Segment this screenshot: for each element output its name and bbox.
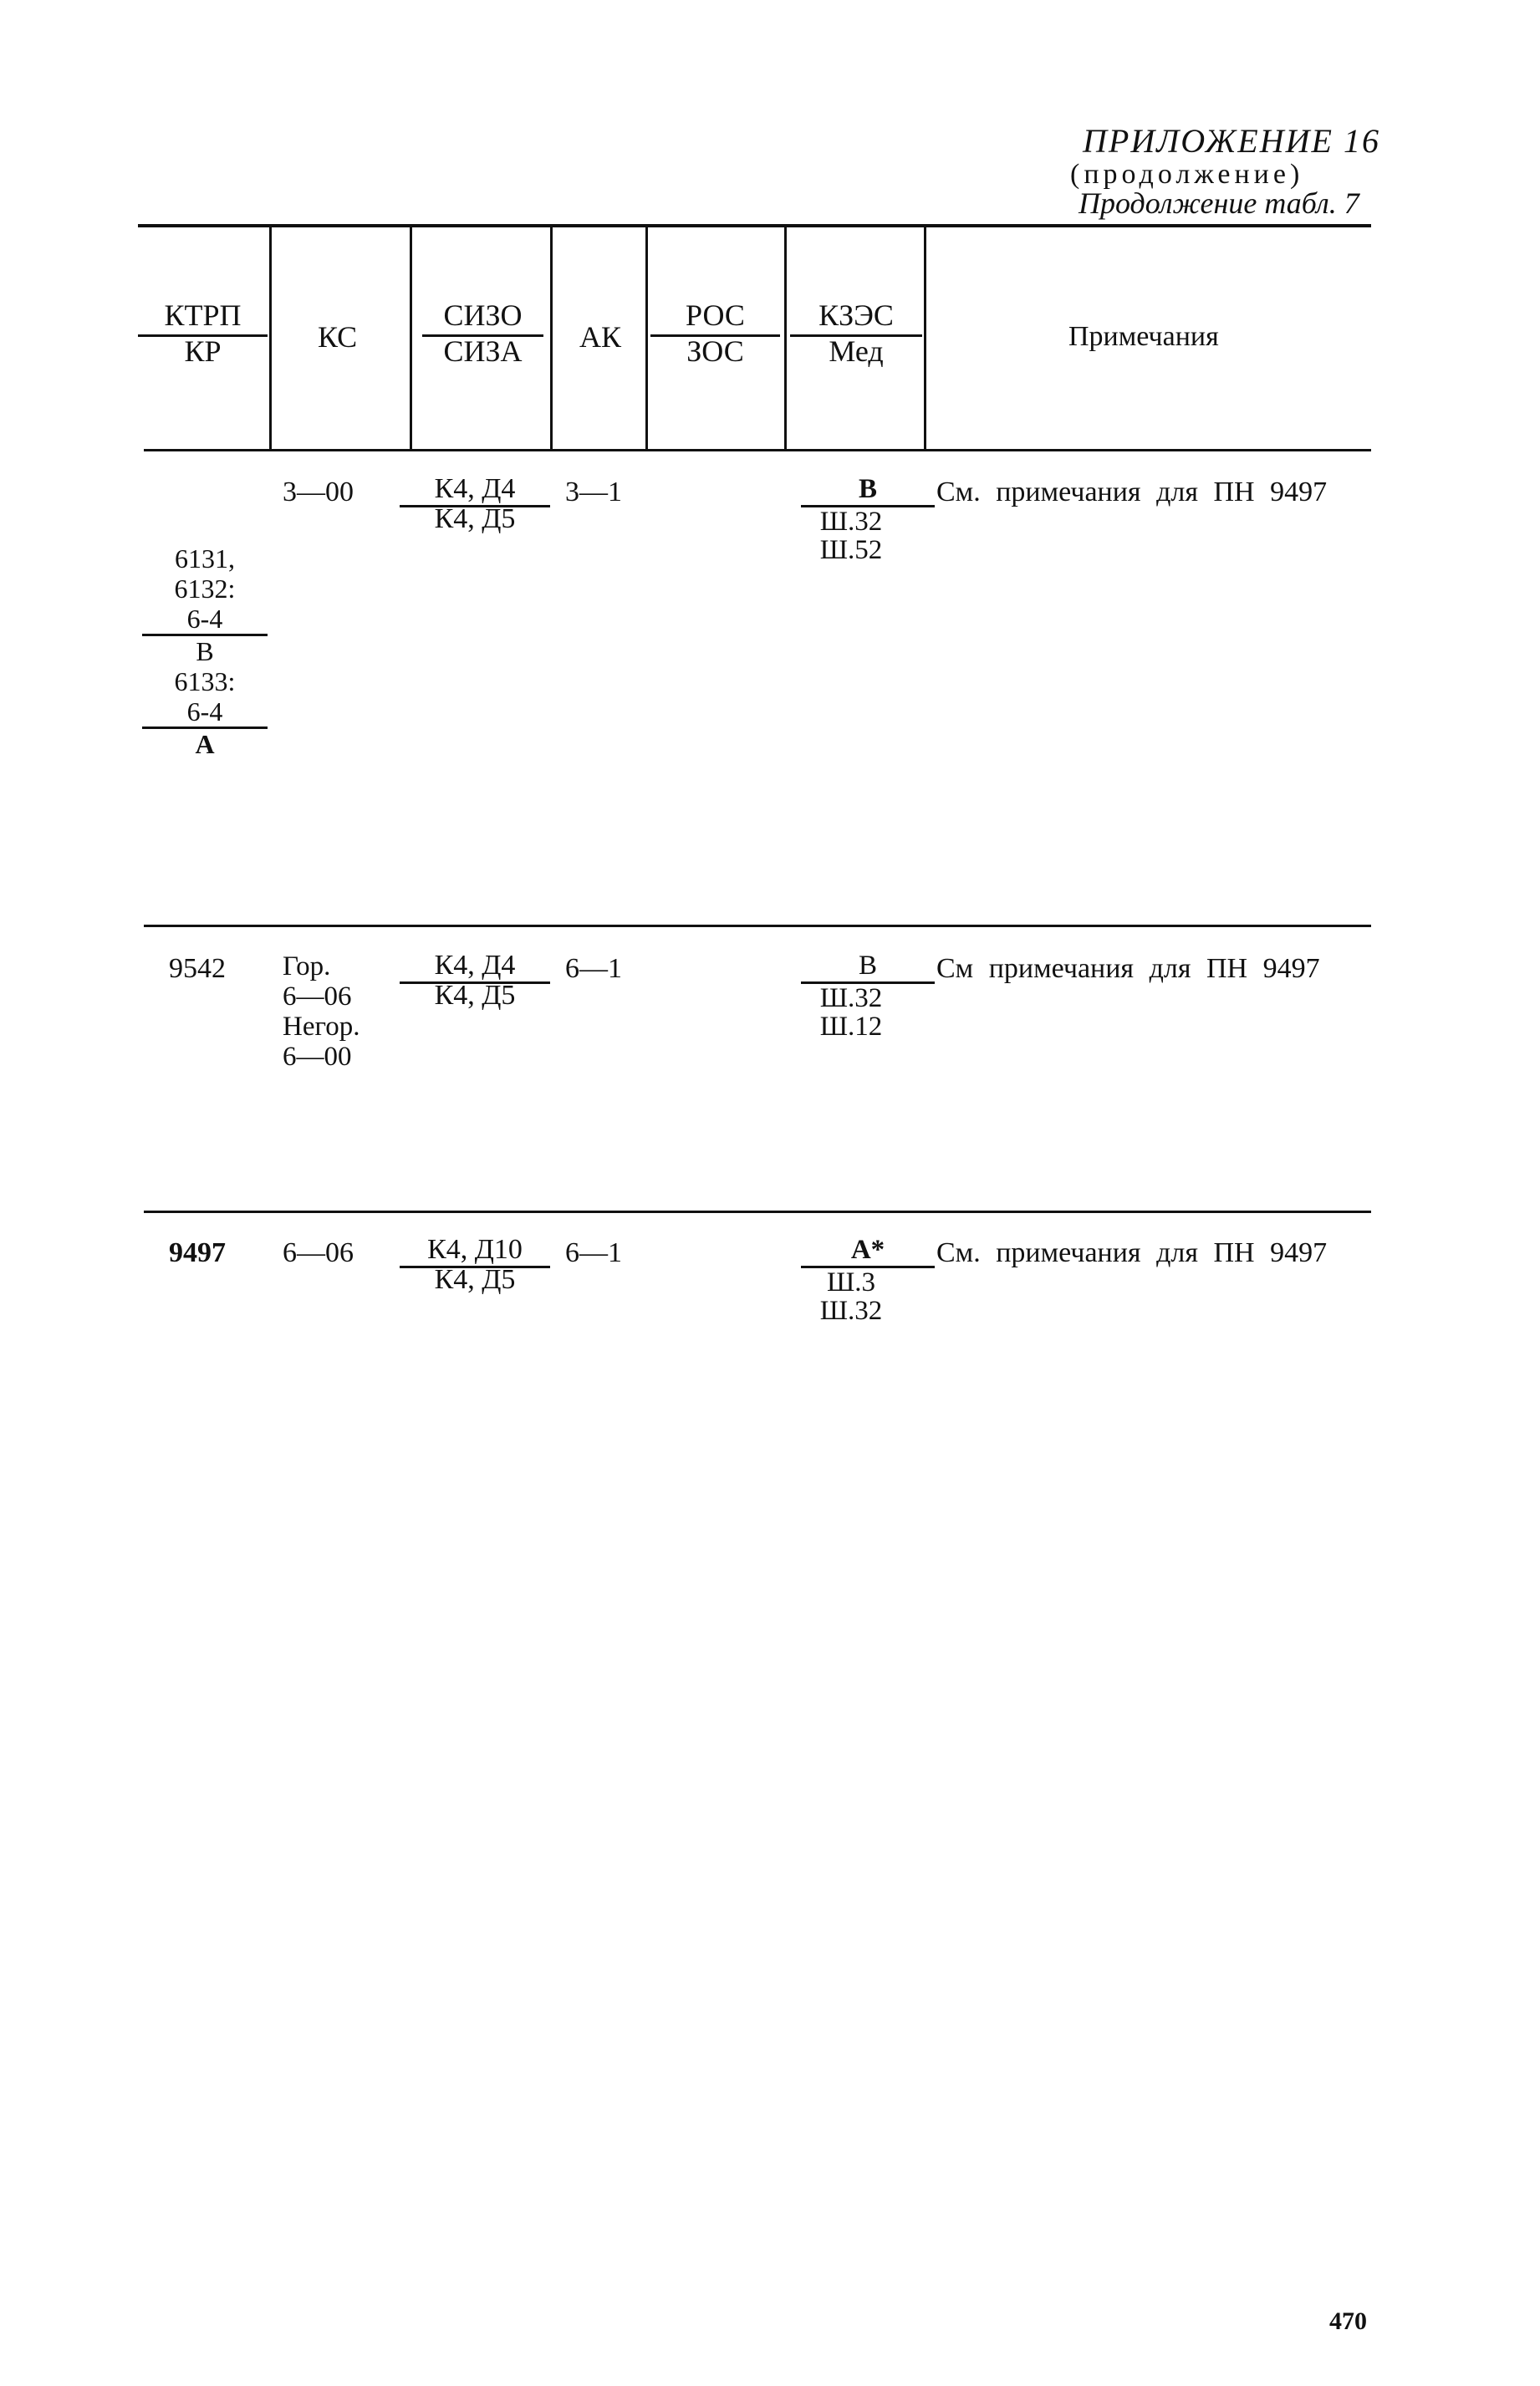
row-separator-1	[144, 925, 1371, 927]
row1-ktrp-line: 6-4	[186, 604, 223, 634]
row3-sizo-siza	[400, 1234, 550, 1295]
row1-sizo: К4, Д4	[434, 473, 516, 504]
row2-ktrp: 9542	[169, 953, 226, 984]
header-sizo: СИЗО	[443, 298, 523, 332]
appendix-title: ПРИЛОЖЕНИЕ 16	[1083, 122, 1380, 160]
row1-ktrp-line: 6-4	[186, 696, 223, 727]
row2-ks-line: Негор.	[283, 1012, 360, 1042]
row1-sizo-siza	[400, 473, 550, 534]
row1-ks: 3—00	[283, 477, 354, 507]
row3-med: Ш.32	[819, 1296, 883, 1326]
row2-note: См примечания для ПН 9497	[936, 953, 1320, 984]
row1-kzes-med	[801, 473, 935, 564]
header-kzes: КЗЭС	[818, 298, 894, 332]
row2-kzes: В	[858, 951, 877, 981]
header-ros-zos	[650, 298, 780, 369]
continuation-label: (продолжение)	[1070, 159, 1304, 190]
header-med: Мед	[829, 334, 884, 368]
row1-ktrp-line: 6131,	[175, 543, 235, 574]
header-zos: ЗОС	[686, 334, 744, 368]
row2-kzes-med	[801, 950, 935, 1041]
header-bottom-rule	[144, 449, 1371, 451]
row2-sizo-siza	[400, 950, 550, 1011]
row1-med: Ш.32	[819, 507, 883, 537]
row2-med: Ш.32	[819, 983, 883, 1013]
row3-kzes-med	[801, 1234, 935, 1325]
row2-ks-line: 6—06	[283, 981, 352, 1012]
header-ktrp: КТРП	[164, 298, 242, 332]
row1-med: Ш.52	[819, 535, 883, 565]
header-siza: СИЗА	[443, 334, 523, 368]
row3-ak: 6—1	[565, 1237, 622, 1268]
row2-siza: К4, Д5	[434, 980, 516, 1011]
row2-ks	[283, 951, 360, 1072]
row2-ks-line: Гор.	[283, 951, 331, 981]
row1-ktrp-line: В	[196, 636, 214, 666]
col-sep-5	[784, 227, 787, 449]
row1-ktrp-line: 6132:	[174, 574, 236, 604]
col-sep-6	[924, 227, 926, 449]
col-sep-2	[410, 227, 412, 449]
row2-sizo: К4, Д4	[434, 950, 516, 981]
row3-kzes: А*	[850, 1235, 885, 1265]
header-notes: Примечания	[1068, 321, 1219, 352]
col-sep-3	[550, 227, 553, 449]
page-number: 470	[1329, 2307, 1367, 2335]
row1-ak: 3—1	[565, 477, 622, 507]
row1-kzes: В	[858, 474, 877, 504]
col-sep-4	[645, 227, 648, 449]
header-kzes-med	[790, 298, 922, 369]
row1-ktrp	[142, 543, 268, 759]
row1-ktrp-line: А	[195, 729, 215, 759]
row3-ks: 6—06	[283, 1237, 354, 1268]
row2-med: Ш.12	[819, 1012, 883, 1042]
header-ks: КС	[318, 320, 358, 354]
header-ak: АК	[579, 320, 622, 354]
header-ktrp-kr	[138, 298, 268, 369]
row2-ks-line: 6—00	[283, 1042, 352, 1072]
row-separator-2	[144, 1211, 1371, 1213]
row3-med: Ш.3	[826, 1267, 876, 1298]
header-kr: КР	[184, 334, 222, 368]
row1-note: См. примечания для ПН 9497	[936, 477, 1328, 507]
row1-siza: К4, Д5	[434, 503, 516, 534]
row3-note: См. примечания для ПН 9497	[936, 1237, 1328, 1268]
col-sep-1	[269, 227, 272, 449]
row3-sizo: К4, Д10	[427, 1234, 523, 1265]
table-continuation-label: Продолжение табл. 7	[1079, 186, 1359, 220]
row3-siza: К4, Д5	[434, 1264, 516, 1295]
row1-ktrp-line: 6133:	[174, 666, 236, 696]
row3-ktrp: 9497	[169, 1237, 226, 1268]
row2-ak: 6—1	[565, 953, 622, 984]
header-sizo-siza	[422, 298, 543, 369]
header-ros: РОС	[686, 298, 745, 332]
table-top-rule	[138, 224, 1371, 227]
